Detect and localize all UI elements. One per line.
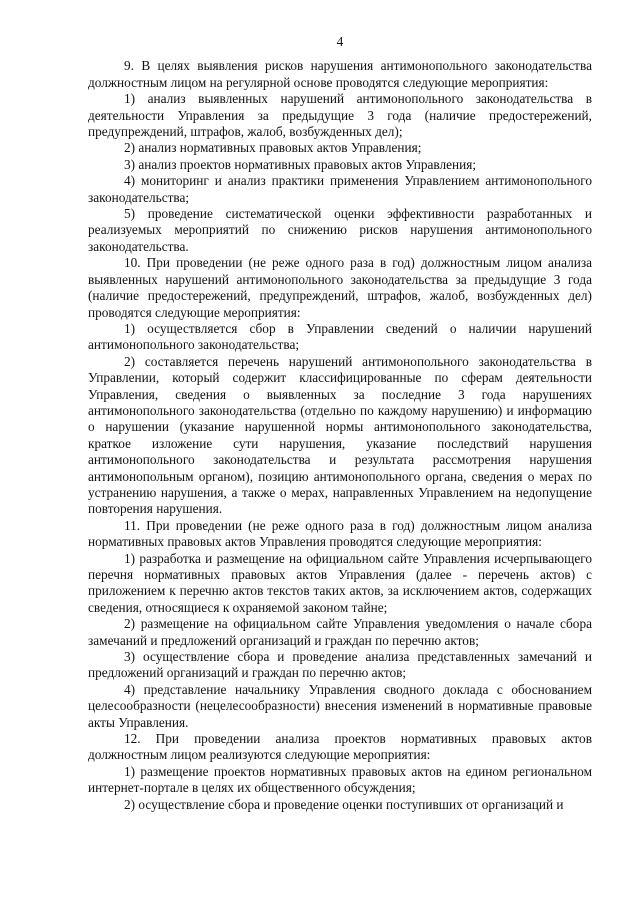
paragraph-12: 12. При проведении анализа проектов нормативных правовых актов должностным лицом реализуются следующие мероприятия: xyxy=(88,731,592,763)
paragraph-10-item-1: 1) осуществляется сбор в Управлении сведений о наличии нарушений антимонопольного законодательства; xyxy=(88,320,592,353)
paragraph-10-item-2: 2) составляется перечень нарушений антимонопольного законодательства в Управлении, который содержит классифицированные по сферам деятельности Управления, сведения о выявленных за последние 3 года нарушениях антимонопольного законодательства (отдельно по каждому нарушению) и информацию о нарушении (указание нарушенной нормы антимонопольного законодательства, краткое изложение сути нарушения, указание последствий нарушения антимонопольного законодательства и результата рассмотрения нарушения антимонопольным органом), позицию антимонопольного органа, сведения о мерах по устранению нарушения, а также о мерах, направленных Управлением на недопущение повторения нарушения. xyxy=(88,353,592,517)
paragraph-12-item-2: 2) осуществление сбора и проведение оценки поступивших от организаций и xyxy=(124,796,564,812)
paragraph-9-item-2: 2) анализ нормативных правовых актов Управления; xyxy=(124,140,422,156)
paragraph-9-item-4: 4) мониторинг и анализ практики применения Управлением антимонопольного законодательства; xyxy=(88,173,592,205)
paragraph-12-item-1: 1) размещение проектов нормативных правовых актов на едином региональном интернет-портале в целях их общественного обсуждения; xyxy=(88,763,592,796)
paragraph-11-item-3: 3) осуществление сбора и проведение анализа представленных замечаний и предложений организаций и граждан по перечню актов; xyxy=(88,649,592,681)
paragraph-11-item-1: 1) разработка и размещение на официальном сайте Управления исчерпывающего перечня нормативных правовых актов Управления (далее - перечень актов) с приложением к перечню актов текстов таких актов, за исключением актов, содержащих сведения, относящиеся к охраняемой законом тайне; xyxy=(88,550,592,615)
document-page xyxy=(88,34,592,813)
paragraph-9-item-3: 3) анализ проектов нормативных правовых актов Управления; xyxy=(124,156,477,172)
paragraph-11-item-4: 4) представление начальнику Управления сводного доклада с обоснованием целесообразности (нецелесообразности) внесения изменений в нормативные правовые акты Управления. xyxy=(88,681,592,730)
paragraph-9: 9. В целях выявления рисков нарушения антимонопольного законодательства должностным лицом на регулярной основе проводятся следующие мероприятия: xyxy=(88,58,592,90)
page-number: 4 xyxy=(336,34,344,49)
paragraph-11: 11. При проведении (не реже одного раза в год) должностным лицом анализа нормативных правовых актов Управления проводятся следующие мероприятия: xyxy=(88,517,592,550)
paragraph-9-item-1: 1) анализ выявленных нарушений антимонопольного законодательства в деятельности Управления за предыдущие 3 года (наличие предостережений, предупреждений, штрафов, жалоб, возбужденных дел); xyxy=(88,91,592,140)
paragraph-10: 10. При проведении (не реже одного раза в год) должностным лицом анализа выявленных нарушений антимонопольного законодательства за предыдущие 3 года (наличие предостережений, предупреждений, штрафов, жалоб, возбужденных дел) проводятся следующие мероприятия: xyxy=(88,255,592,320)
paragraph-11-item-2: 2) размещение на официальном сайте Управления уведомления о начале сбора замечаний и предложений организаций и граждан по перечню актов; xyxy=(88,616,592,648)
paragraph-9-item-5: 5) проведение систематической оценки эффективности разработанных и реализуемых мероприятий по снижению рисков нарушения антимонопольного законодательства. xyxy=(88,206,592,254)
